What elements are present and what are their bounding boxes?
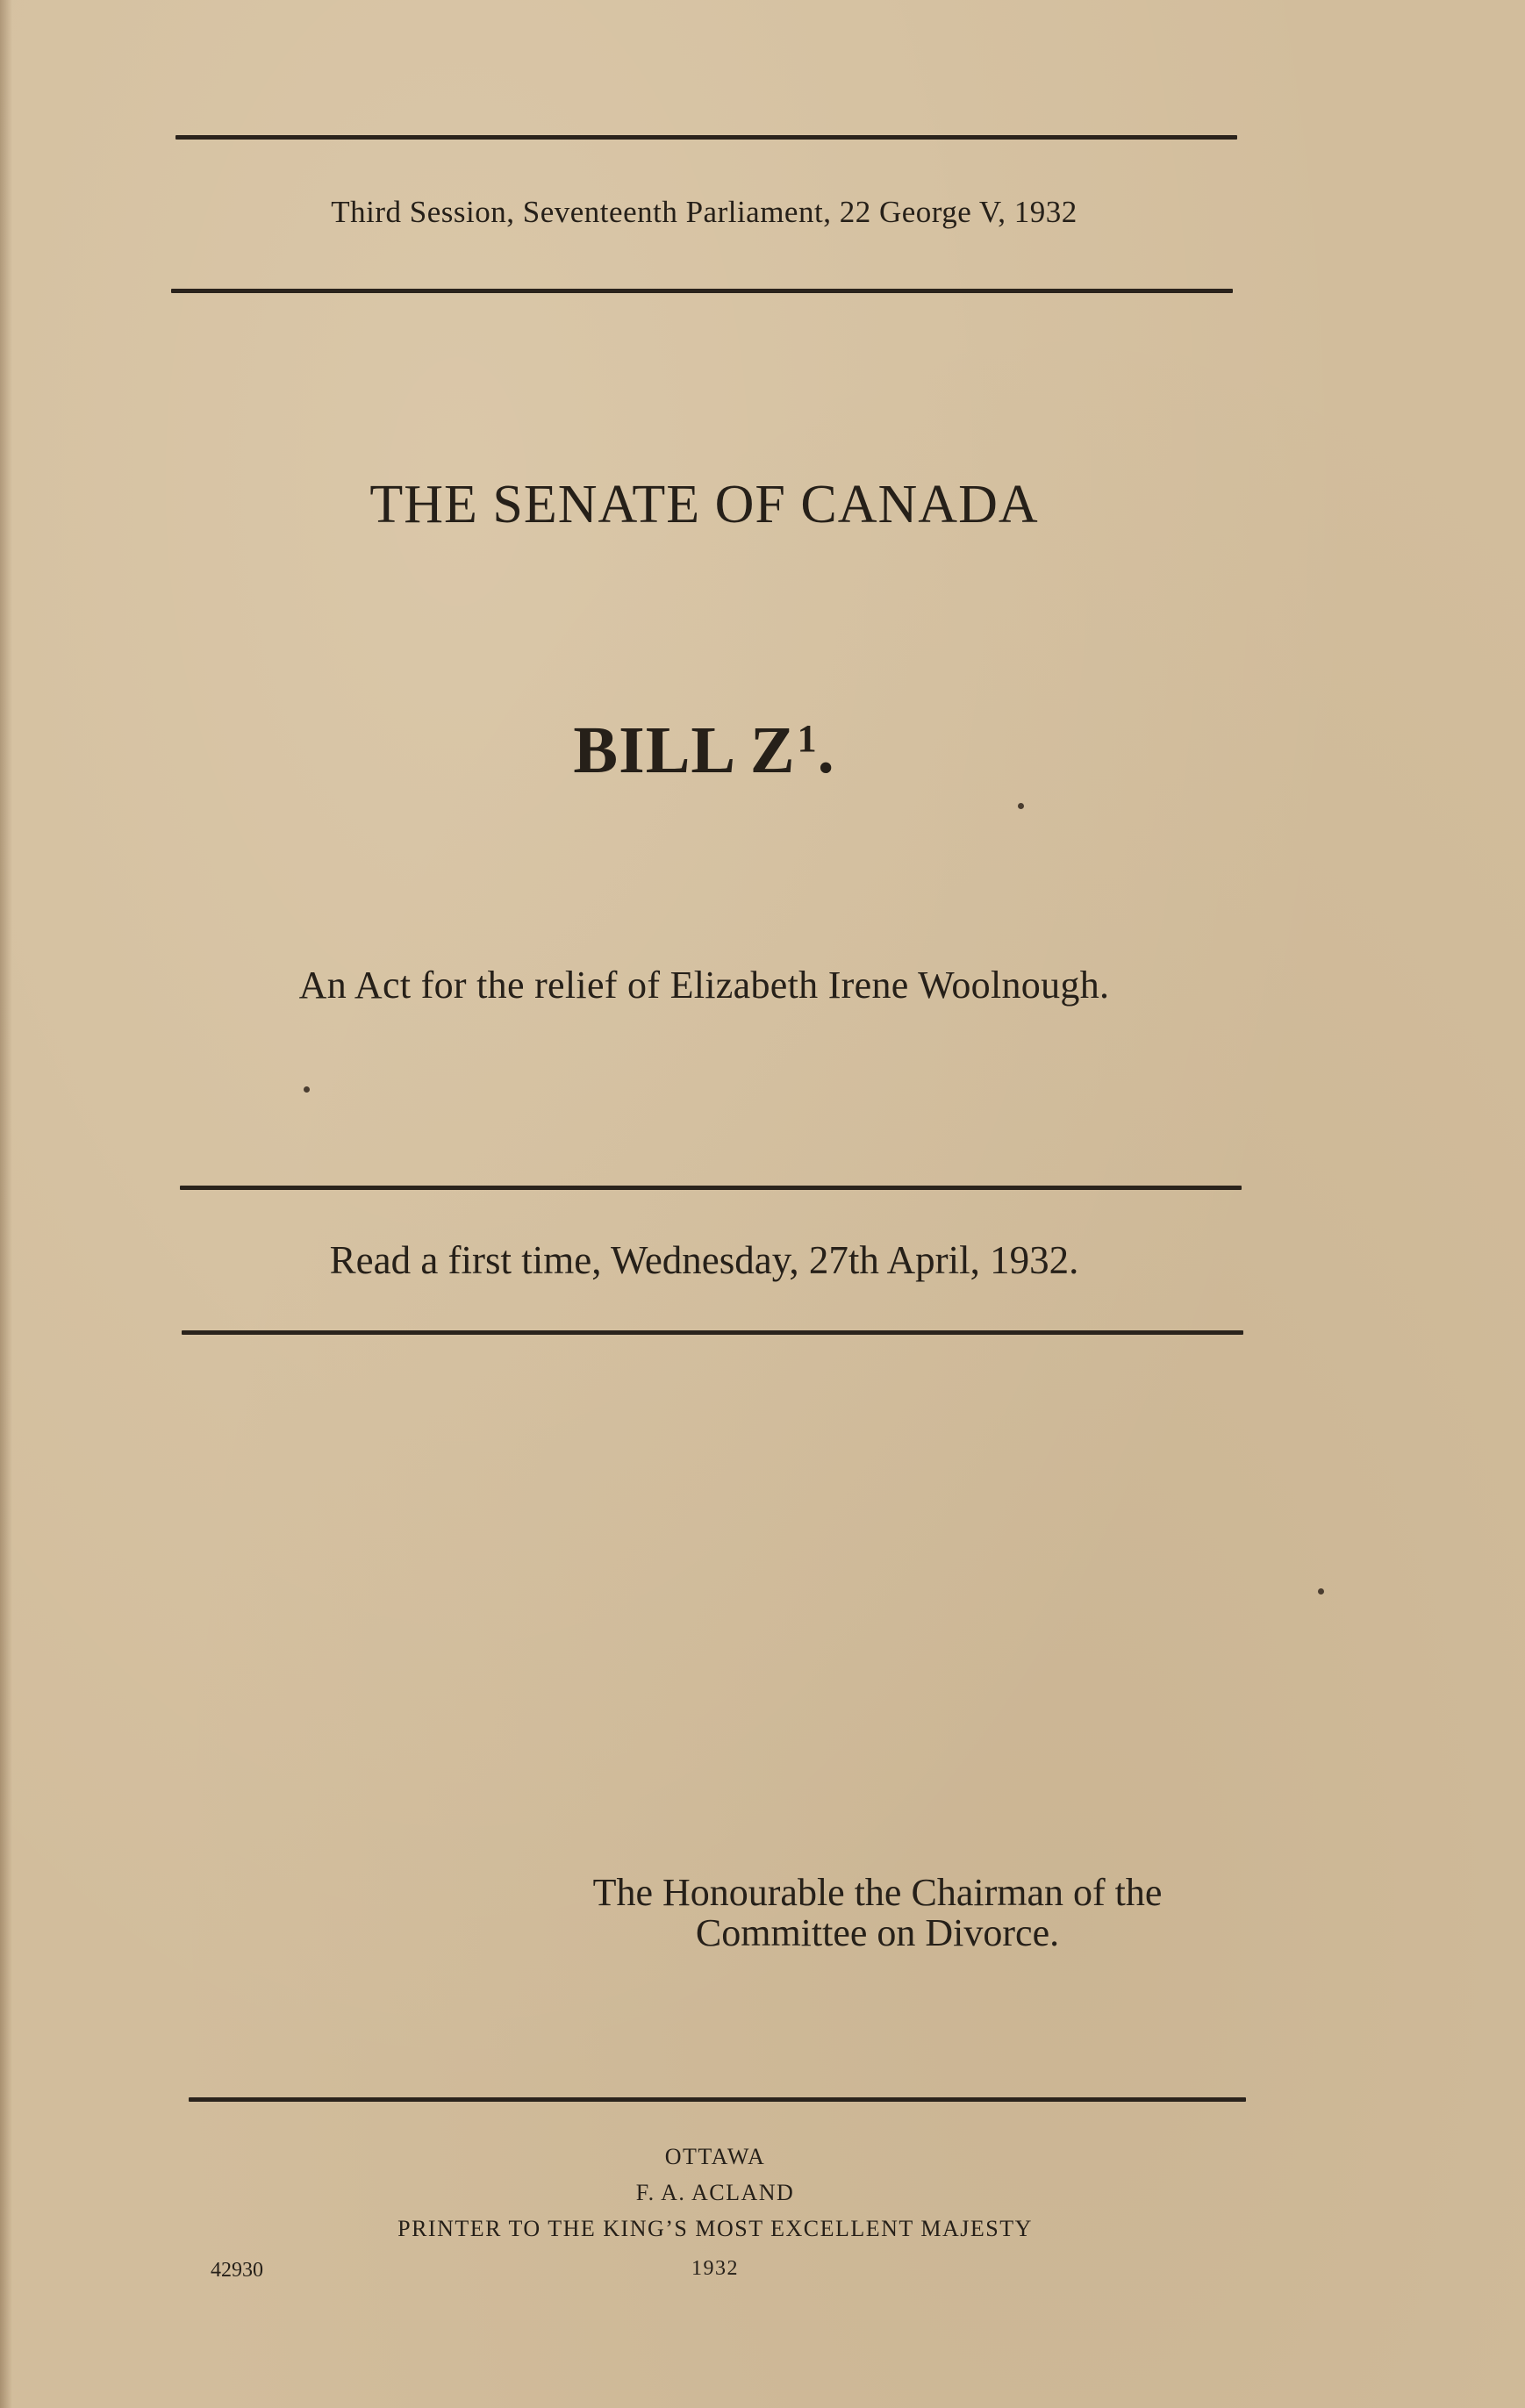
act-description: An Act for the relief of Elizabeth Irene Woolnough. <box>298 964 1110 1007</box>
imprint-year: 1932 <box>691 2257 739 2280</box>
paper-speck <box>1018 803 1024 809</box>
header-bottom-rule <box>171 289 1233 293</box>
reading-top-rule <box>180 1186 1242 1190</box>
reading-bottom-rule <box>182 1330 1243 1335</box>
paper-speck <box>304 1086 310 1093</box>
bill-title-superscript: 1 <box>797 717 818 760</box>
sponsor-line-2: Committee on Divorce. <box>695 1911 1060 1954</box>
top-rule <box>175 135 1237 140</box>
imprint-city: OTTAWA <box>664 2144 766 2169</box>
sponsor-line-1: The Honourable the Chairman of the <box>592 1871 1163 1914</box>
bill-title-suffix: . <box>817 713 835 787</box>
senate-heading: THE SENATE OF CANADA <box>369 475 1039 534</box>
bill-title-prefix: BILL Z <box>573 713 796 787</box>
sponsor-block <box>526 1873 1228 1953</box>
first-reading-line: Read a first time, Wednesday, 27th April, 1932. <box>329 1238 1079 1282</box>
bill-title <box>175 713 1233 789</box>
paper-speck <box>1318 1588 1324 1595</box>
imprint-printer-name: F. A. ACLAND <box>635 2180 795 2205</box>
print-code: 42930 <box>211 2259 263 2282</box>
imprint-printer-title: PRINTER TO THE KING’S MOST EXCELLENT MAJESTY <box>397 2216 1033 2241</box>
imprint-top-rule <box>189 2097 1246 2102</box>
session-line: Third Session, Seventeenth Parliament, 22 George V, 1932 <box>331 195 1078 229</box>
